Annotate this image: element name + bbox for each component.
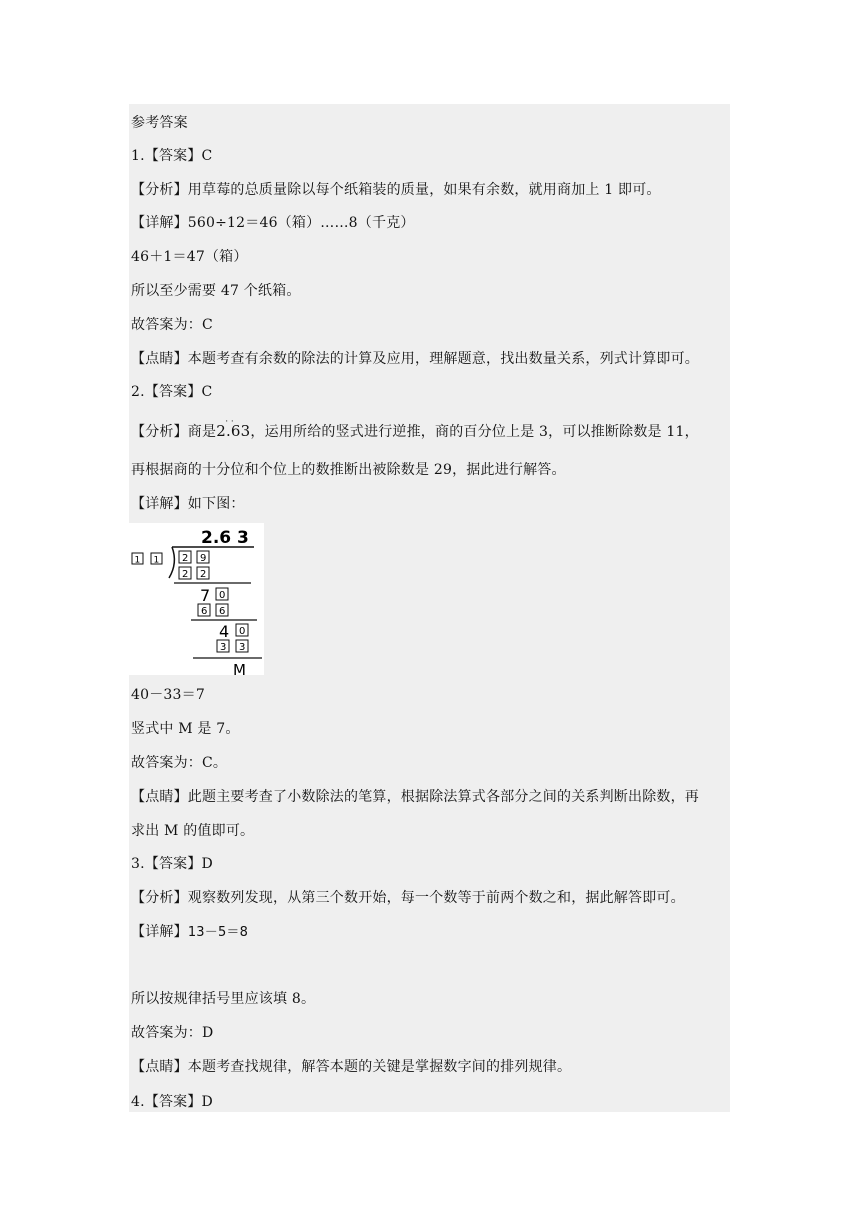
q2-comment-line2: 求出 M 的值即可。 <box>131 823 255 839</box>
long-division-figure <box>129 523 264 675</box>
rem2-digit-1: 4 <box>219 622 230 641</box>
q1-answer: 1.【答案】C <box>131 148 213 164</box>
q1-detail: 【详解】560÷12＝46（箱）……8（千克） <box>131 215 415 231</box>
sub1-digit-1: 2 <box>182 569 189 580</box>
q1-analysis: 【分析】用草莓的总质量除以每个纸箱装的质量，如果有余数，就用商加上 1 即可。 <box>131 182 661 198</box>
sub2-digit-2: 6 <box>219 606 226 617</box>
q3-final: 故答案为：D <box>131 1025 214 1041</box>
dividend-digit-2: 9 <box>200 553 207 564</box>
q2-comment: 【点睛】此题主要考查了小数除法的笔算，根据除法算式各部分之间的关系判断出除数，再 <box>131 789 699 805</box>
q1-conclusion: 所以至少需要 47 个纸箱。 <box>131 283 301 299</box>
q3-comment: 【点睛】本题考查找规律，解答本题的关键是掌握数字间的排列规律。 <box>131 1059 572 1075</box>
q2-result: 竖式中 M 是 7。 <box>131 721 240 737</box>
rem2-digit-2: 0 <box>239 626 246 637</box>
q2-calc: 40－33＝7 <box>131 687 205 703</box>
q3-conclusion: 所以按规律括号里应该填 8。 <box>131 991 316 1007</box>
q1-calc: 46＋1＝47（箱） <box>131 249 248 265</box>
q3-detail-formula: 13－5＝8 <box>187 925 249 940</box>
q3-detail-label: 【详解】 <box>131 924 188 940</box>
q2-analysis-prefix: 【分析】商是 <box>131 424 217 440</box>
q1-comment: 【点睛】本题考查有余数的除法的计算及应用，理解题意，找出数量关系，列式计算即可。 <box>131 351 699 367</box>
division-bracket <box>169 547 174 578</box>
doc-title: 参考答案 <box>131 115 188 131</box>
sub2-digit-1: 6 <box>201 606 208 617</box>
divisor-digit-1: 1 <box>134 555 141 566</box>
sub1-digit-2: 2 <box>200 569 207 580</box>
sub3-digit-2: 3 <box>239 642 246 653</box>
sub3-digit-1: 3 <box>220 642 227 653</box>
rem1-digit-2: 0 <box>219 590 226 601</box>
q2-analysis-line2: 再根据商的十分位和个位上的数推断出被除数是 29，据此进行解答。 <box>131 462 566 478</box>
quotient-text: 2.6 3 <box>201 528 249 548</box>
q2-repeating-quotient: · · 2.63 <box>216 422 250 440</box>
q3-answer: 3.【答案】D <box>131 856 213 872</box>
q2-analysis-suffix: ，运用所给的竖式进行逆推，商的百分位上是 3，可以推断除数是 11， <box>250 424 699 440</box>
dividend-digit-1: 2 <box>182 553 189 564</box>
q2-answer: 2.【答案】C <box>131 384 213 400</box>
q3-analysis: 【分析】观察数列发现，从第三个数开始，每一个数等于前两个数之和，据此解答即可。 <box>131 890 685 906</box>
divisor-digit-2: 1 <box>153 555 160 566</box>
q2-detail: 【详解】如下图： <box>131 496 245 512</box>
rem1-digit-1: 7 <box>200 586 211 605</box>
q3-detail <box>131 923 248 942</box>
q1-final: 故答案为：C <box>131 317 213 333</box>
q2-analysis <box>131 422 699 441</box>
q4-answer: 4.【答案】D <box>131 1094 213 1110</box>
q2-final: 故答案为：C。 <box>131 755 228 771</box>
final-m: M <box>233 661 246 675</box>
